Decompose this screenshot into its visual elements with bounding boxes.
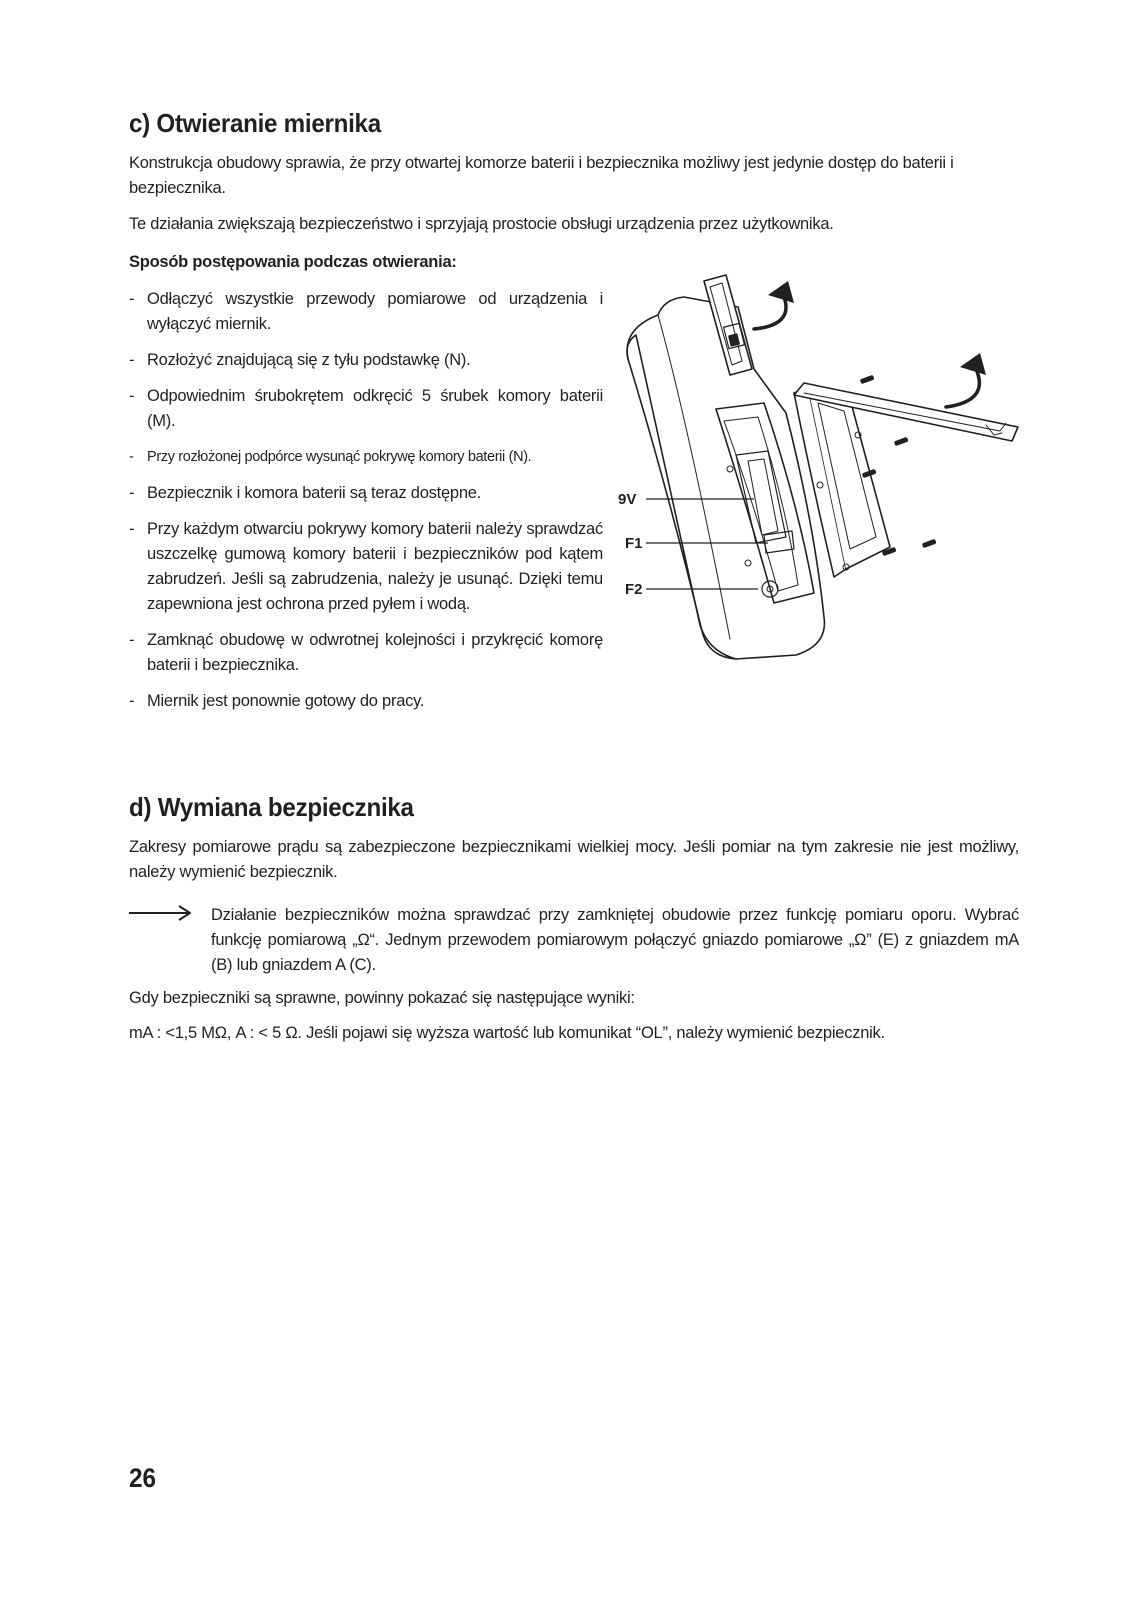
long-arrow-icon <box>129 903 193 923</box>
section-c-paragraph-2: Te działania zwiększają bezpieczeństwo i sprzyjają prostocie obsługi urządzenia przez użytkownika. <box>129 215 834 233</box>
section-d-heading: d) Wymiana bezpiecznika <box>129 792 414 822</box>
list-item: - Przy każdym otwarciu pokrywy komory baterii należy sprawdzać uszczelkę gumową komory baterii i bezpieczników pod kątem zabrudzeń. Jeśli są zabrudzenia, należy je usunąć. Dzięki temu zapewniona jest ochrona przed pyłem i wodą. <box>129 517 603 617</box>
section-c-paragraph-1: Konstrukcja obudowy sprawia, że przy otwartej komorze baterii i bezpiecznika możliwy jest jedynie dostęp do baterii i bezpiecznika. <box>129 154 954 197</box>
opening-steps-list <box>129 287 603 725</box>
rotate-arrow-stand <box>754 297 786 329</box>
list-item: - Odłączyć wszystkie przewody pomiarowe od urządzenia i wyłączyć miernik. <box>129 287 603 337</box>
section-d-paragraph-3: mA : <1,5 MΩ, A : < 5 Ω. Jeśli pojawi się wyższa wartość lub komunikat “OL”, należy wymienić bezpiecznik. <box>129 1024 885 1042</box>
list-item: - Zamknąć obudowę w odwrotnej kolejności i przykręcić komorę baterii i bezpiecznika. <box>129 628 603 678</box>
list-item: - Rozłożyć znajdującą się z tyłu podstawkę (N). <box>129 348 603 373</box>
list-item: - Przy rozłożonej podpórce wysunąć pokrywę komory baterii (N). <box>129 445 603 470</box>
rotate-arrow-cover <box>946 369 979 407</box>
multimeter-opening-illustration <box>618 273 1038 678</box>
section-c-heading: c) Otwieranie miernika <box>129 108 381 138</box>
list-item: - Miernik jest ponownie gotowy do pracy. <box>129 689 603 714</box>
list-item: - Odpowiednim śrubokrętem odkręcić 5 śrubek komory baterii (M). <box>129 384 603 434</box>
section-d-paragraph-1: Zakresy pomiarowe prądu są zabezpieczone bezpiecznikami wielkiej mocy. Jeśli pomiar na tym zakresie nie jest możliwy, należy wymienić bezpiecznik. <box>129 838 1019 881</box>
label-f2: F2 <box>625 581 643 598</box>
label-9v: 9V <box>618 491 637 508</box>
section-d-paragraph-2: Gdy bezpieczniki są sprawne, powinny pokazać się następujące wyniki: <box>129 989 635 1007</box>
note-text: Działanie bezpieczników można sprawdzać przy zamkniętej obudowie przez funkcję pomiaru oporu. Wybrać funkcję pomiarową „Ω“. Jednym przewodem pomiarowym połączyć gniazdo pomiarowe „Ω” (E) z gniazdem mA (B) lub gniazdem A (C). <box>211 906 1019 974</box>
list-item: - Bezpiecznik i komora baterii są teraz dostępne. <box>129 481 603 506</box>
label-f1: F1 <box>625 535 643 552</box>
page-number: 26 <box>129 1463 157 1493</box>
section-c-subheading: Sposób postępowania podczas otwierania: <box>129 253 457 271</box>
